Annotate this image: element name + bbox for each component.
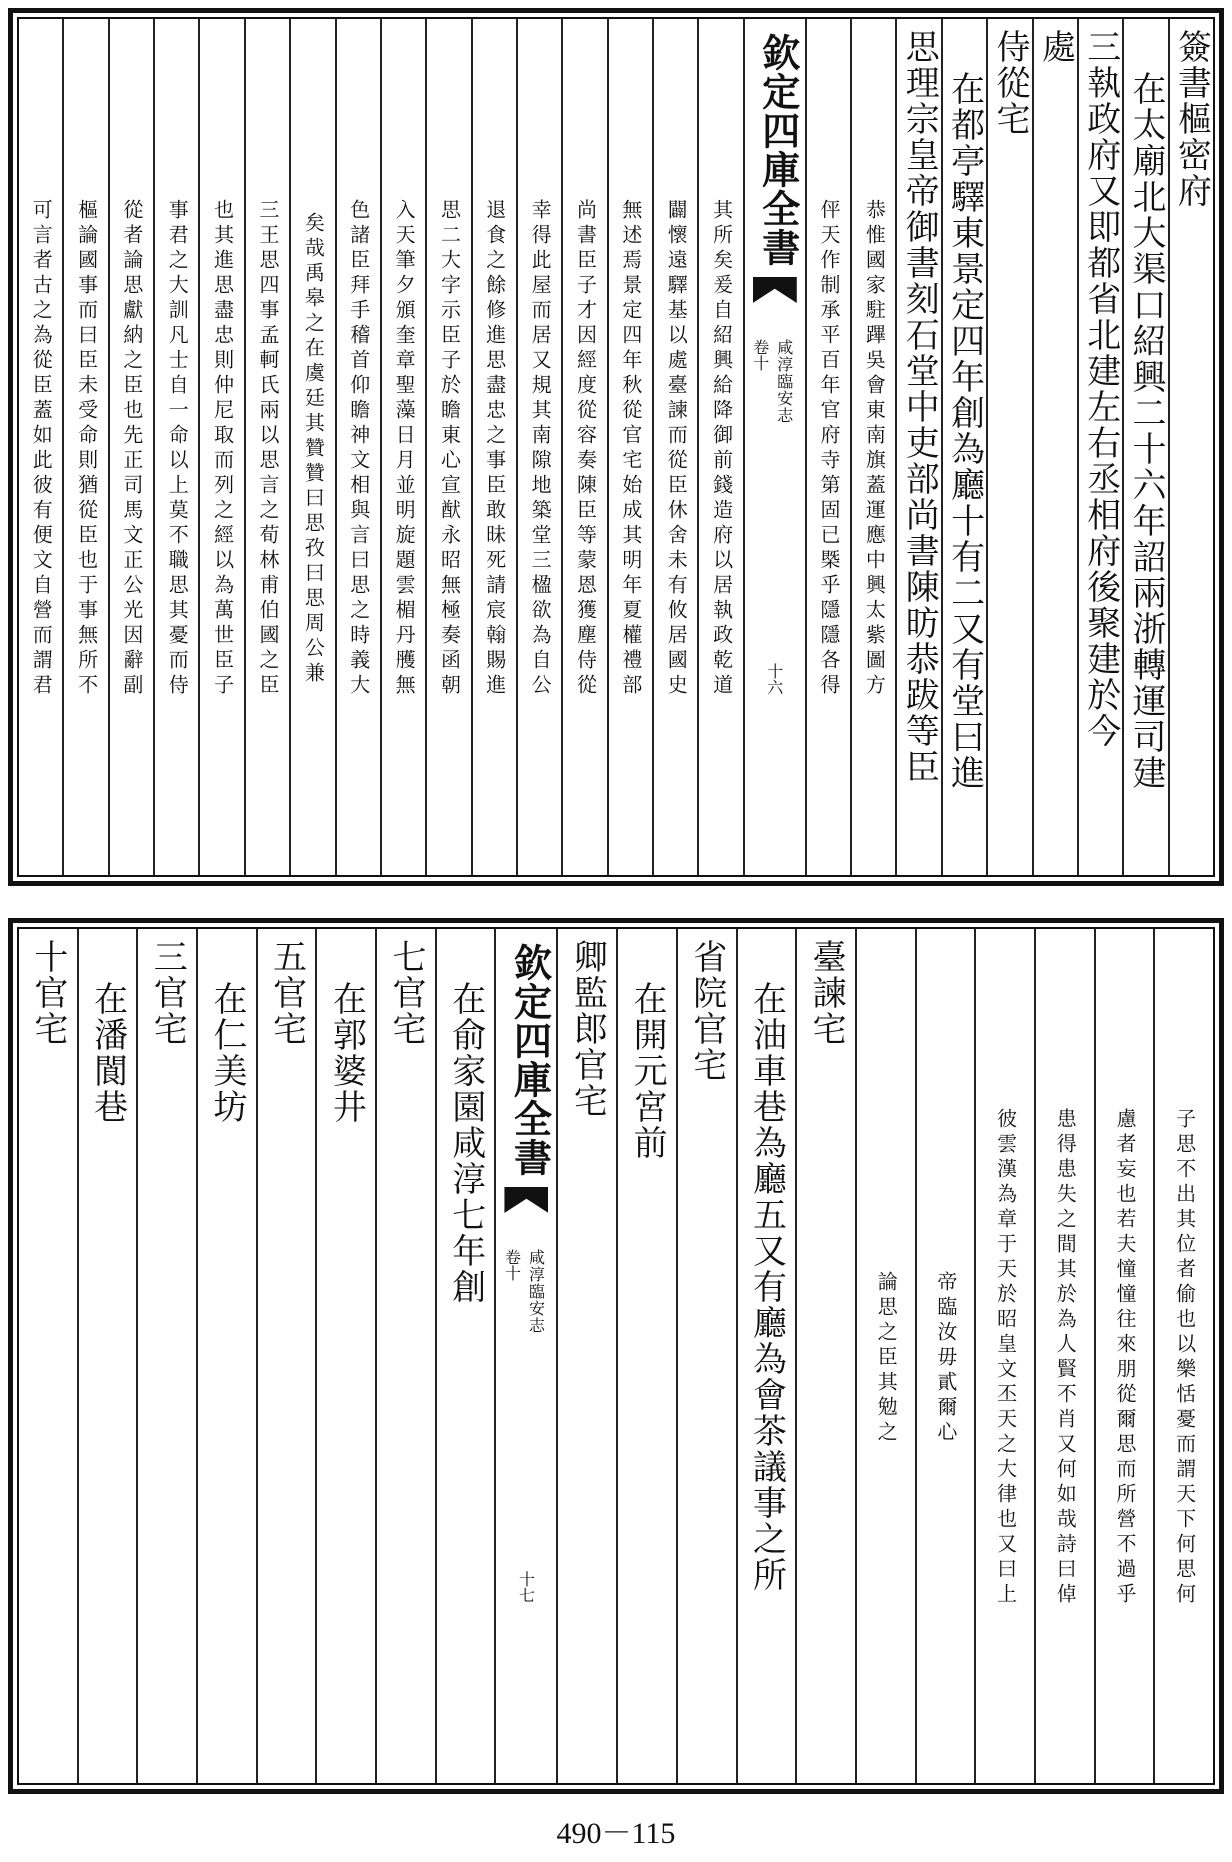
column-text: 彼雲漢為章于天於昭皇文丕天之大律也又曰上 <box>993 1108 1018 1608</box>
commentary-column <box>850 19 895 875</box>
column-text: 入天筆夕頒奎章聖藻日月並明旋題雲楣丹雘無 <box>392 199 417 699</box>
column-text: 十官宅 <box>27 939 68 1047</box>
main-text-column <box>19 929 77 1783</box>
column-text: 其所矣爰自紹興給降御前錢造府以居執政乾道 <box>709 199 734 699</box>
center-fold-column <box>743 19 805 875</box>
commentary-column <box>153 19 198 875</box>
commentary-column <box>697 19 742 875</box>
column-text: 臺諫宅 <box>806 939 847 1047</box>
commentary-column <box>1034 929 1094 1783</box>
column-text: 色諸臣拜手稽首仰瞻神文相與言曰思之時義大 <box>346 199 371 699</box>
book-title: 欽定四庫全書 <box>755 33 801 267</box>
commentary-column <box>607 19 652 875</box>
main-text-column <box>375 929 435 1783</box>
column-text: 處 <box>1035 29 1076 65</box>
column-text: 卿監郎官宅 <box>567 939 608 1119</box>
column-text: 三官宅 <box>147 939 188 1047</box>
upper-folio-page <box>8 8 1224 886</box>
fishtail-mark-icon <box>504 1187 548 1213</box>
juan-number: 卷十 <box>750 339 770 371</box>
main-text-column <box>1077 19 1122 875</box>
main-text-column <box>1122 19 1167 875</box>
main-text-column <box>556 929 616 1783</box>
column-text: 在潘閬巷 <box>87 981 128 1125</box>
column-text: 恭惟國家駐蹕吳會東南旗蓋運應中興太紫圖方 <box>862 199 887 699</box>
column-text: 闢懷遠驛基以處臺諫而從臣休舍未有攸居國史 <box>664 199 689 699</box>
column-text: 子思不出其位者偷也以樂恬憂而謂天下何思何 <box>1172 1108 1197 1608</box>
main-text-column <box>616 929 676 1783</box>
commentary-column <box>335 19 380 875</box>
main-text-column <box>1168 19 1213 875</box>
column-text: 患得患失之間其於為人賢不肖又何如哉詩曰倬 <box>1053 1108 1078 1608</box>
column-text: 在油車巷為廳五又有廳為會茶議事之所 <box>746 981 787 1593</box>
folio-number: 十七 <box>516 1571 536 1603</box>
column-text: 在俞家園咸淳七年創 <box>445 981 486 1305</box>
commentary-column <box>425 19 470 875</box>
column-text: 退食之餘修進思盡忠之事臣敢昧死請宸翰賜進 <box>482 199 507 699</box>
column-text: 論思之臣其勉之 <box>874 1270 899 1446</box>
main-text-column <box>77 929 137 1783</box>
column-text: 五官宅 <box>266 939 307 1047</box>
commentary-column <box>855 929 915 1783</box>
column-text: 在都亭驛東景定四年創為廳十有二又有堂曰進 <box>944 71 985 791</box>
main-text-column <box>1032 19 1077 875</box>
commentary-column <box>62 19 107 875</box>
commentary-column <box>471 19 516 875</box>
commentary-column <box>19 19 62 875</box>
main-text-column <box>136 929 196 1783</box>
chapter-title: 咸淳臨安志 <box>526 1249 546 1334</box>
main-text-column <box>736 929 796 1783</box>
chapter-title: 咸淳臨安志 <box>774 339 794 424</box>
commentary-column <box>561 19 606 875</box>
column-text: 帝臨汝毋貳爾心 <box>933 1270 958 1446</box>
commentary-column <box>915 929 975 1783</box>
column-text: 省院官宅 <box>686 939 727 1083</box>
column-text: 三執政府又即都省北建左右丞相府後聚建於今 <box>1080 29 1121 749</box>
lower-folio-page <box>8 918 1224 1794</box>
fishtail-mark-icon <box>753 277 797 303</box>
column-text: 簽書樞密府 <box>1171 29 1212 209</box>
main-text-column <box>196 929 256 1783</box>
lower-column-grid <box>19 929 1213 1783</box>
center-fold-column <box>494 929 556 1783</box>
main-text-column <box>256 929 316 1783</box>
main-text-column <box>895 19 940 875</box>
main-text-column <box>795 929 855 1783</box>
upper-column-grid <box>19 19 1213 875</box>
main-text-column <box>986 19 1031 875</box>
commentary-column <box>244 19 289 875</box>
juan-number: 卷十 <box>502 1249 522 1281</box>
commentary-column <box>289 19 334 875</box>
column-text: 在太廟北大渠口紹興二十六年詔兩浙轉運司建 <box>1126 71 1167 791</box>
column-text: 事君之大訓凡士自一命以上莫不職思其憂而侍 <box>165 199 190 699</box>
column-text: 樞論國事而曰臣未受命則猶從臣也于事無所不 <box>74 199 99 699</box>
column-text: 伻天作制承平百年官府寺第固已槩乎隱隱各得 <box>816 199 841 699</box>
column-text: 幸得此屋而居又規其南隙地築堂三楹欲為自公 <box>528 199 553 699</box>
column-text: 在郭婆井 <box>326 981 367 1125</box>
column-text: 侍從宅 <box>989 29 1030 137</box>
column-text: 無述焉景定四年秋從官宅始成其明年夏權禮部 <box>618 199 643 699</box>
commentary-column <box>516 19 561 875</box>
column-text: 思理宗皇帝御書刻石堂中吏部尚書陳昉恭跋等臣 <box>899 29 940 785</box>
column-text: 也其進思盡忠則仲尼取而列之經以為萬世臣子 <box>210 199 235 699</box>
book-title: 欽定四庫全書 <box>507 943 553 1177</box>
column-text: 七官宅 <box>386 939 426 1047</box>
column-text: 在開元宮前 <box>627 981 668 1161</box>
page-number: 490－115 <box>556 1817 676 1850</box>
column-text: 從者論思獻納之臣也先正司馬文正公光因辭副 <box>119 199 144 699</box>
main-text-column <box>315 929 375 1783</box>
main-text-column <box>941 19 986 875</box>
column-text: 慮者妄也若夫憧憧往來朋從爾思而所營不過乎 <box>1112 1108 1137 1608</box>
commentary-column <box>380 19 425 875</box>
commentary-column <box>805 19 850 875</box>
folio-number: 十六 <box>764 663 784 695</box>
column-text: 三王思四事孟軻氏兩以思言之荀林甫伯國之臣 <box>256 199 280 699</box>
column-text: 在仁美坊 <box>206 981 247 1125</box>
column-text: 思二大字示臣子於瞻東心宣猷永昭無極奏函朝 <box>437 199 462 699</box>
commentary-column <box>108 19 153 875</box>
commentary-column <box>1153 929 1213 1783</box>
commentary-column <box>1094 929 1154 1783</box>
column-text: 矣哉禹皋之在虞廷其贊贊曰思孜曰思周公兼 <box>301 211 326 687</box>
commentary-column <box>198 19 243 875</box>
commentary-column <box>974 929 1034 1783</box>
column-text: 尚書臣子才因經度從容奏陳臣等蒙恩獲塵侍從 <box>573 199 598 699</box>
main-text-column <box>435 929 495 1783</box>
column-text: 可言者古之為從臣蓋如此彼有便文自營而謂君 <box>29 199 54 699</box>
commentary-column <box>652 19 697 875</box>
main-text-column <box>676 929 736 1783</box>
